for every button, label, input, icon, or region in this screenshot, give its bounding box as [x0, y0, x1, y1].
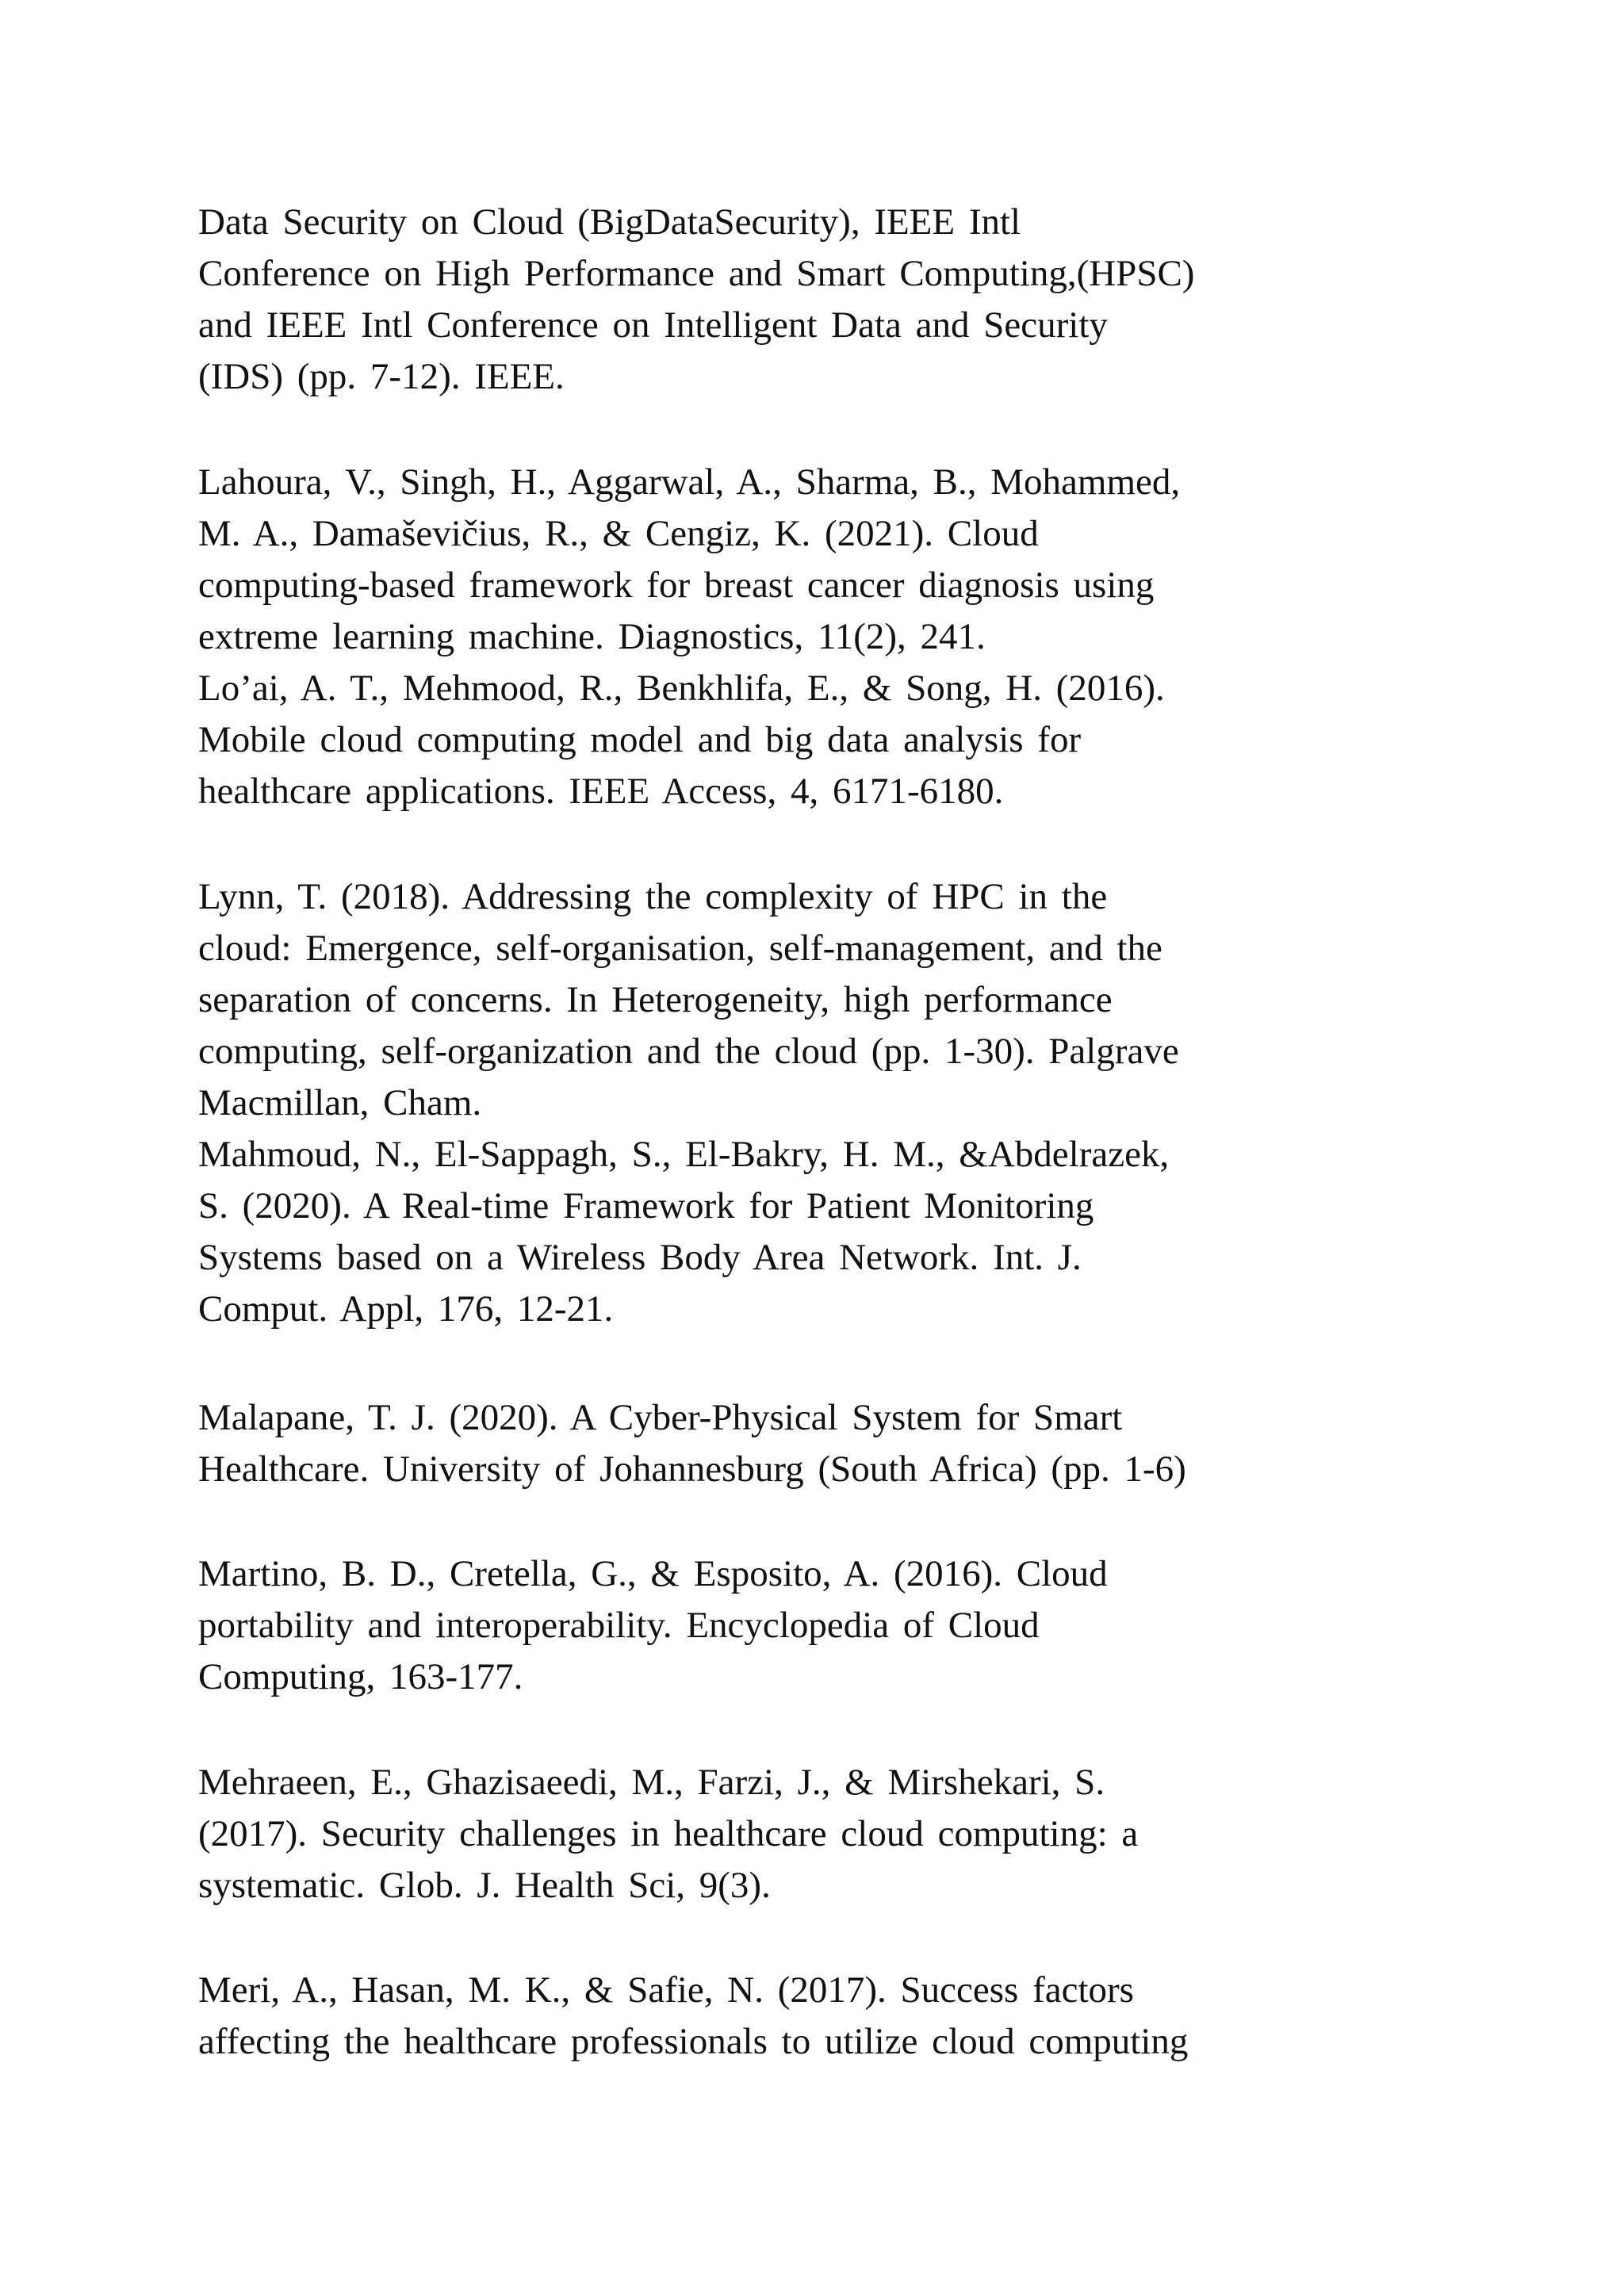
- reference-line: Data Security on Cloud (BigDataSecurity), IEEE Intl: [198, 201, 1021, 243]
- reference-line: Comput. Appl, 176, 12-21.: [198, 1288, 614, 1330]
- reference-line: Computing, 163-177.: [198, 1656, 523, 1697]
- reference-line: affecting the healthcare professionals to utilize cloud computing: [198, 2021, 1189, 2062]
- reference-line: Lynn, T. (2018). Addressing the complexity of HPC in the: [198, 876, 1108, 917]
- reference-line: Macmillan, Cham.: [198, 1082, 482, 1123]
- reference-line: Meri, A., Hasan, M. K., & Safie, N. (2017). Success factors: [198, 1969, 1134, 2011]
- reference-line: Mahmoud, N., El-Sappagh, S., El-Bakry, H. M., &Abdelrazek,: [198, 1134, 1170, 1175]
- reference-line: and IEEE Intl Conference on Intelligent Data and Security: [198, 304, 1108, 346]
- reference-line: (2017). Security challenges in healthcare cloud computing: a: [198, 1813, 1139, 1854]
- reference-line: separation of concerns. In Heterogeneity, high performance: [198, 979, 1113, 1020]
- reference-line: Mehraeen, E., Ghazisaeedi, M., Farzi, J., & Mirshekari, S.: [198, 1762, 1105, 1803]
- reference-line: computing-based framework for breast cancer diagnosis using: [198, 564, 1155, 606]
- reference-line: extreme learning machine. Diagnostics, 11(2), 241.: [198, 616, 986, 657]
- reference-line: Lahoura, V., Singh, H., Aggarwal, A., Sharma, B., Mohammed,: [198, 461, 1181, 503]
- reference-line: Lo’ai, A. T., Mehmood, R., Benkhlifa, E., & Song, H. (2016).: [198, 668, 1165, 709]
- reference-line: cloud: Emergence, self-organisation, self-management, and the: [198, 928, 1162, 969]
- reference-line: systematic. Glob. J. Health Sci, 9(3).: [198, 1865, 771, 1906]
- reference-line: healthcare applications. IEEE Access, 4, 6171-6180.: [198, 771, 1004, 812]
- reference-line: Systems based on a Wireless Body Area Network. Int. J.: [198, 1237, 1082, 1278]
- reference-line: portability and interoperability. Encyclopedia of Cloud: [198, 1605, 1040, 1646]
- reference-line: Malapane, T. J. (2020). A Cyber-Physical System for Smart: [198, 1397, 1123, 1438]
- reference-line: (IDS) (pp. 7-12). IEEE.: [198, 356, 565, 397]
- reference-line: S. (2020). A Real-time Framework for Patient Monitoring: [198, 1185, 1094, 1226]
- reference-line: Healthcare. University of Johannesburg (South Africa) (pp. 1-6): [198, 1448, 1186, 1490]
- reference-line: computing, self-organization and the cloud (pp. 1-30). Palgrave: [198, 1031, 1179, 1072]
- reference-line: Martino, B. D., Cretella, G., & Esposito, A. (2016). Cloud: [198, 1553, 1108, 1594]
- reference-line: Mobile cloud computing model and big data analysis for: [198, 719, 1082, 760]
- reference-line: M. A., Damaševičius, R., & Cengiz, K. (2021). Cloud: [198, 513, 1039, 554]
- reference-line: Conference on High Performance and Smart Computing,(HPSC): [198, 253, 1195, 294]
